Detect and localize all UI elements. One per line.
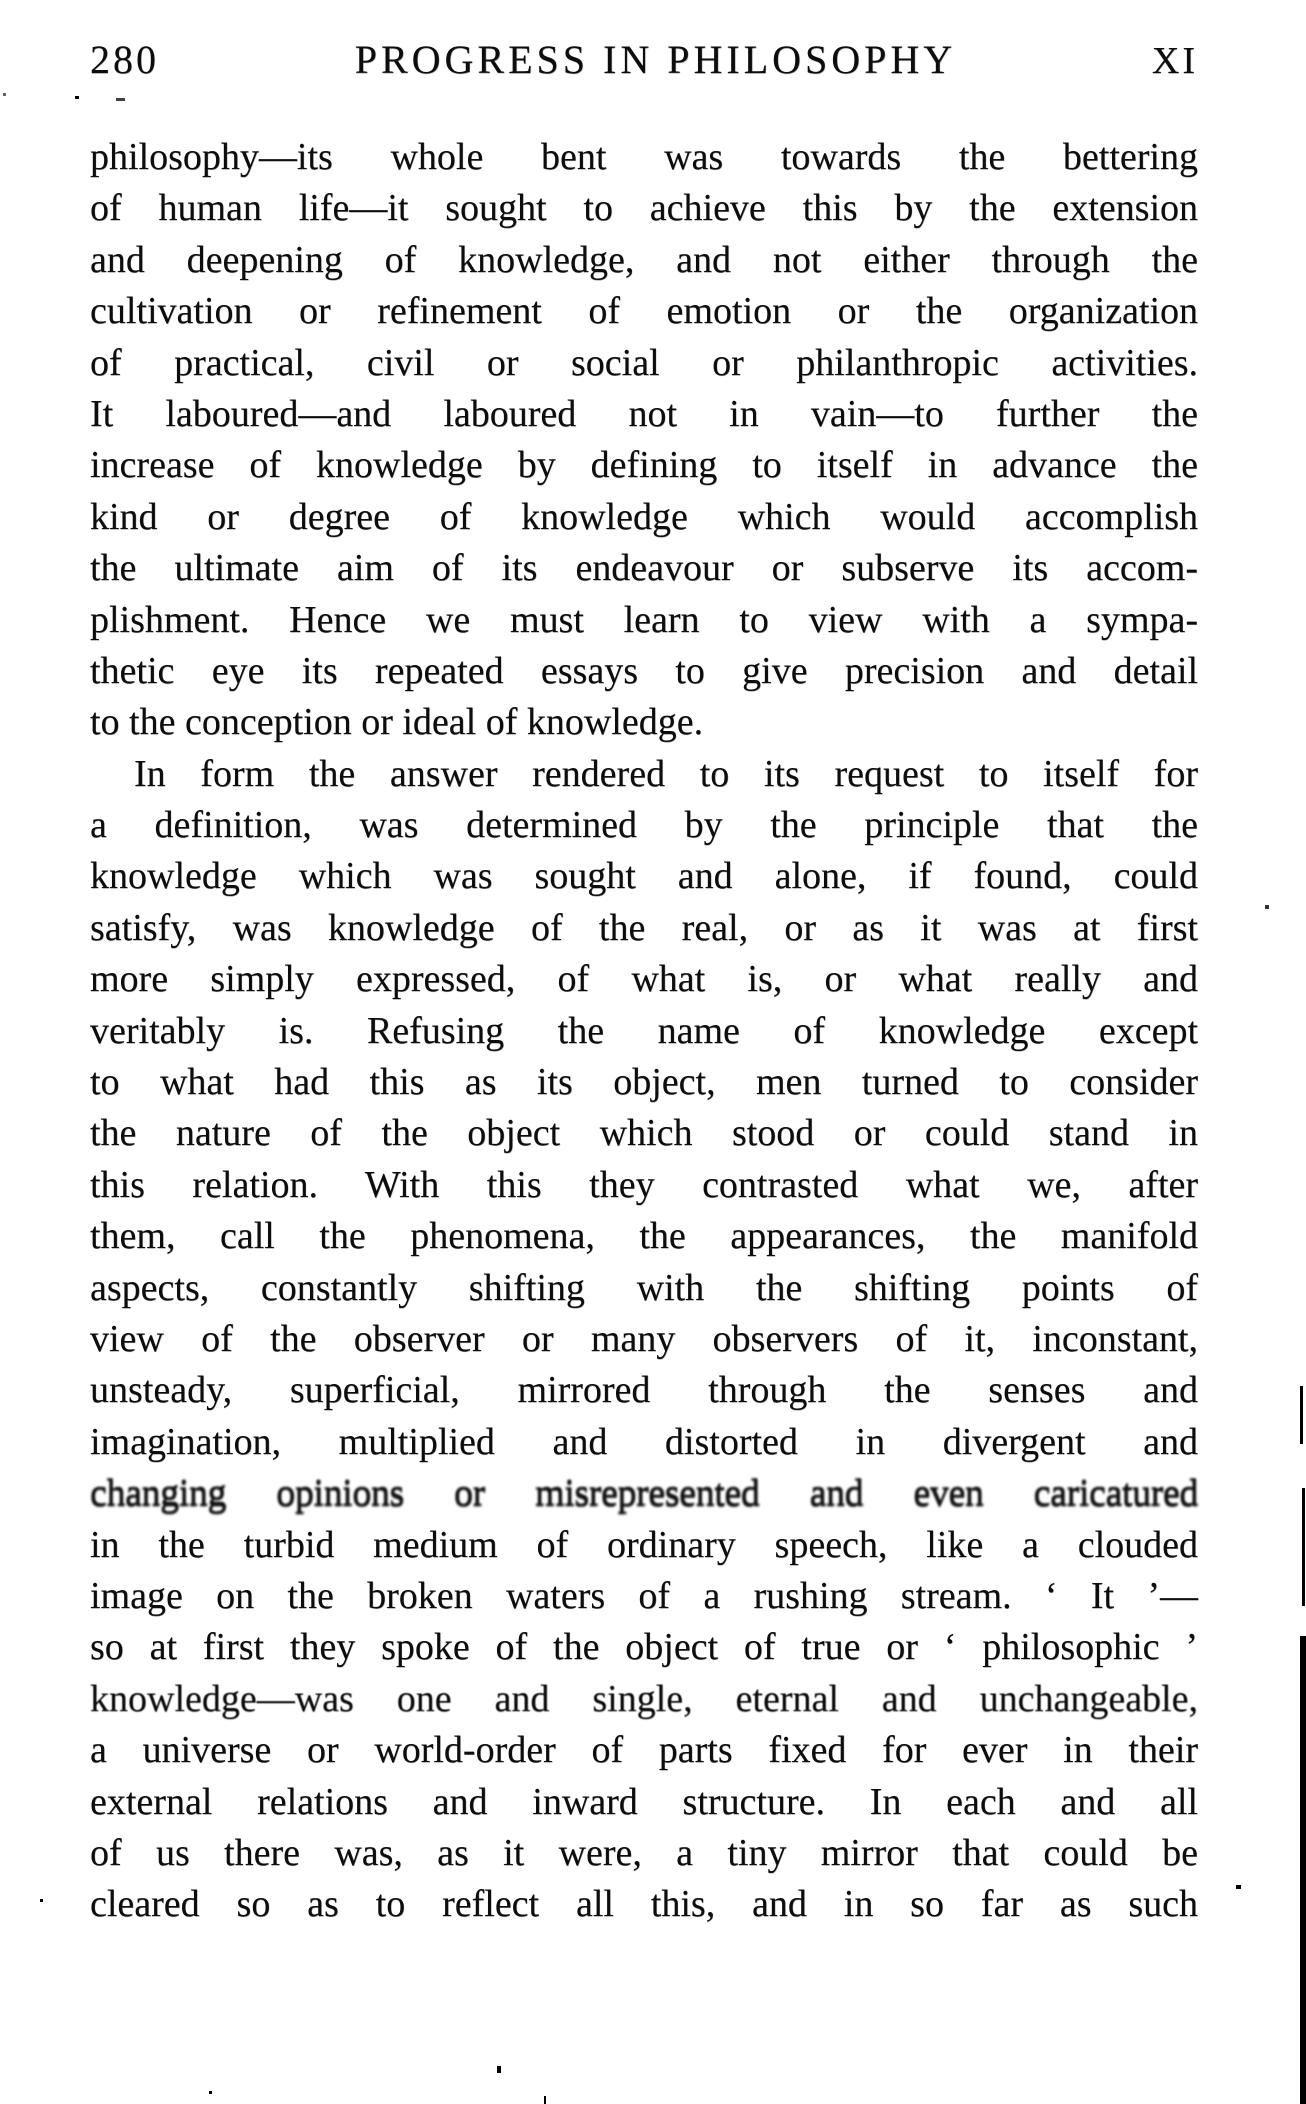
scan-edge-mark xyxy=(1300,1386,1303,1444)
scan-speck xyxy=(544,2096,546,2104)
text-line: of us there was, as it were, a tiny mirror that could be xyxy=(90,1831,1198,1874)
scan-speck xyxy=(209,2091,212,2094)
text-line: satisfy, was knowledge of the real, or as it was at first xyxy=(90,906,1198,949)
scan-speck xyxy=(116,98,125,101)
text-line: view of the observer or many observers of it, inconstant, xyxy=(90,1317,1198,1360)
scan-speck xyxy=(75,96,79,99)
page-header xyxy=(90,36,1198,83)
scan-speck xyxy=(1236,1885,1241,1889)
scan-speck xyxy=(40,1899,43,1902)
text-line: In form the answer rendered to its request to itself for xyxy=(134,752,1198,795)
text-line: aspects, constantly shifting with the shifting points of xyxy=(90,1266,1198,1309)
text-line: It laboured—and laboured not in vain—to further the xyxy=(90,392,1198,435)
text-line: to what had this as its object, men turned to consider xyxy=(90,1061,1198,1104)
chapter-numeral: XI xyxy=(1151,40,1198,82)
text-line: so at first they spoke of the object of true or ‘ philosophic ’ xyxy=(90,1626,1198,1669)
text-line: a universe or world-order of parts fixed for ever in their xyxy=(90,1729,1198,1772)
text-line: veritably is. Refusing the name of knowledge except xyxy=(90,1009,1198,1052)
scan-speck xyxy=(3,93,6,96)
scan-edge-mark xyxy=(1302,1488,1305,1606)
text-line: them, call the phenomena, the appearances, the manifold xyxy=(90,1215,1198,1258)
text-line: cultivation or refinement of emotion or the organization xyxy=(90,290,1198,333)
text-line: the ultimate aim of its endeavour or subserve its accom- xyxy=(90,547,1198,590)
text-line: philosophy—its whole bent was towards the bettering xyxy=(90,136,1198,178)
text-line: changing opinions or misrepresented and even caricatured xyxy=(90,1472,1198,1515)
text-line: cleared so as to reflect all this, and in so far as such xyxy=(90,1883,1198,1926)
text-line: in the turbid medium of ordinary speech, like a clouded xyxy=(90,1523,1198,1566)
text-line: of practical, civil or social or philanthropic activities. xyxy=(90,341,1198,384)
text-line: kind or degree of knowledge which would accomplish xyxy=(90,495,1198,538)
text-line: increase of knowledge by defining to itself in advance the xyxy=(90,444,1198,487)
text-line: imagination, multiplied and distorted in divergent and xyxy=(90,1420,1198,1463)
text-line: to the conception or ideal of knowledge. xyxy=(90,701,704,744)
text-line: plishment. Hence we must learn to view with a sympa- xyxy=(90,598,1198,641)
text-line: this relation. With this they contrasted what we, after xyxy=(90,1163,1198,1206)
scan-edge-mark xyxy=(1300,1636,1306,2104)
text-line: a definition, was determined by the principle that the xyxy=(90,804,1198,847)
text-line: image on the broken waters of a rushing stream. ‘ It ’— xyxy=(90,1574,1198,1617)
scan-speck xyxy=(1265,905,1269,909)
page-number: 280 xyxy=(90,37,159,82)
text-line: the nature of the object which stood or could stand in xyxy=(90,1112,1198,1155)
text-line: unsteady, superficial, mirrored through the senses and xyxy=(90,1369,1198,1412)
text-line: and deepening of knowledge, and not either through the xyxy=(90,238,1198,281)
scan-speck xyxy=(497,2066,501,2073)
text-line: of human life—it sought to achieve this by the extension xyxy=(90,187,1198,230)
running-title: PROGRESS IN PHILOSOPHY xyxy=(354,37,957,82)
text-line: knowledge which was sought and alone, if found, could xyxy=(90,855,1198,898)
text-line: external relations and inward structure. In each and all xyxy=(90,1780,1198,1823)
text-line: more simply expressed, of what is, or what really and xyxy=(90,958,1198,1001)
text-line: thetic eye its repeated essays to give precision and detail xyxy=(90,649,1198,692)
text-line: knowledge—was one and single, eternal and unchangeable, xyxy=(90,1677,1198,1720)
page-text xyxy=(90,132,1198,1931)
